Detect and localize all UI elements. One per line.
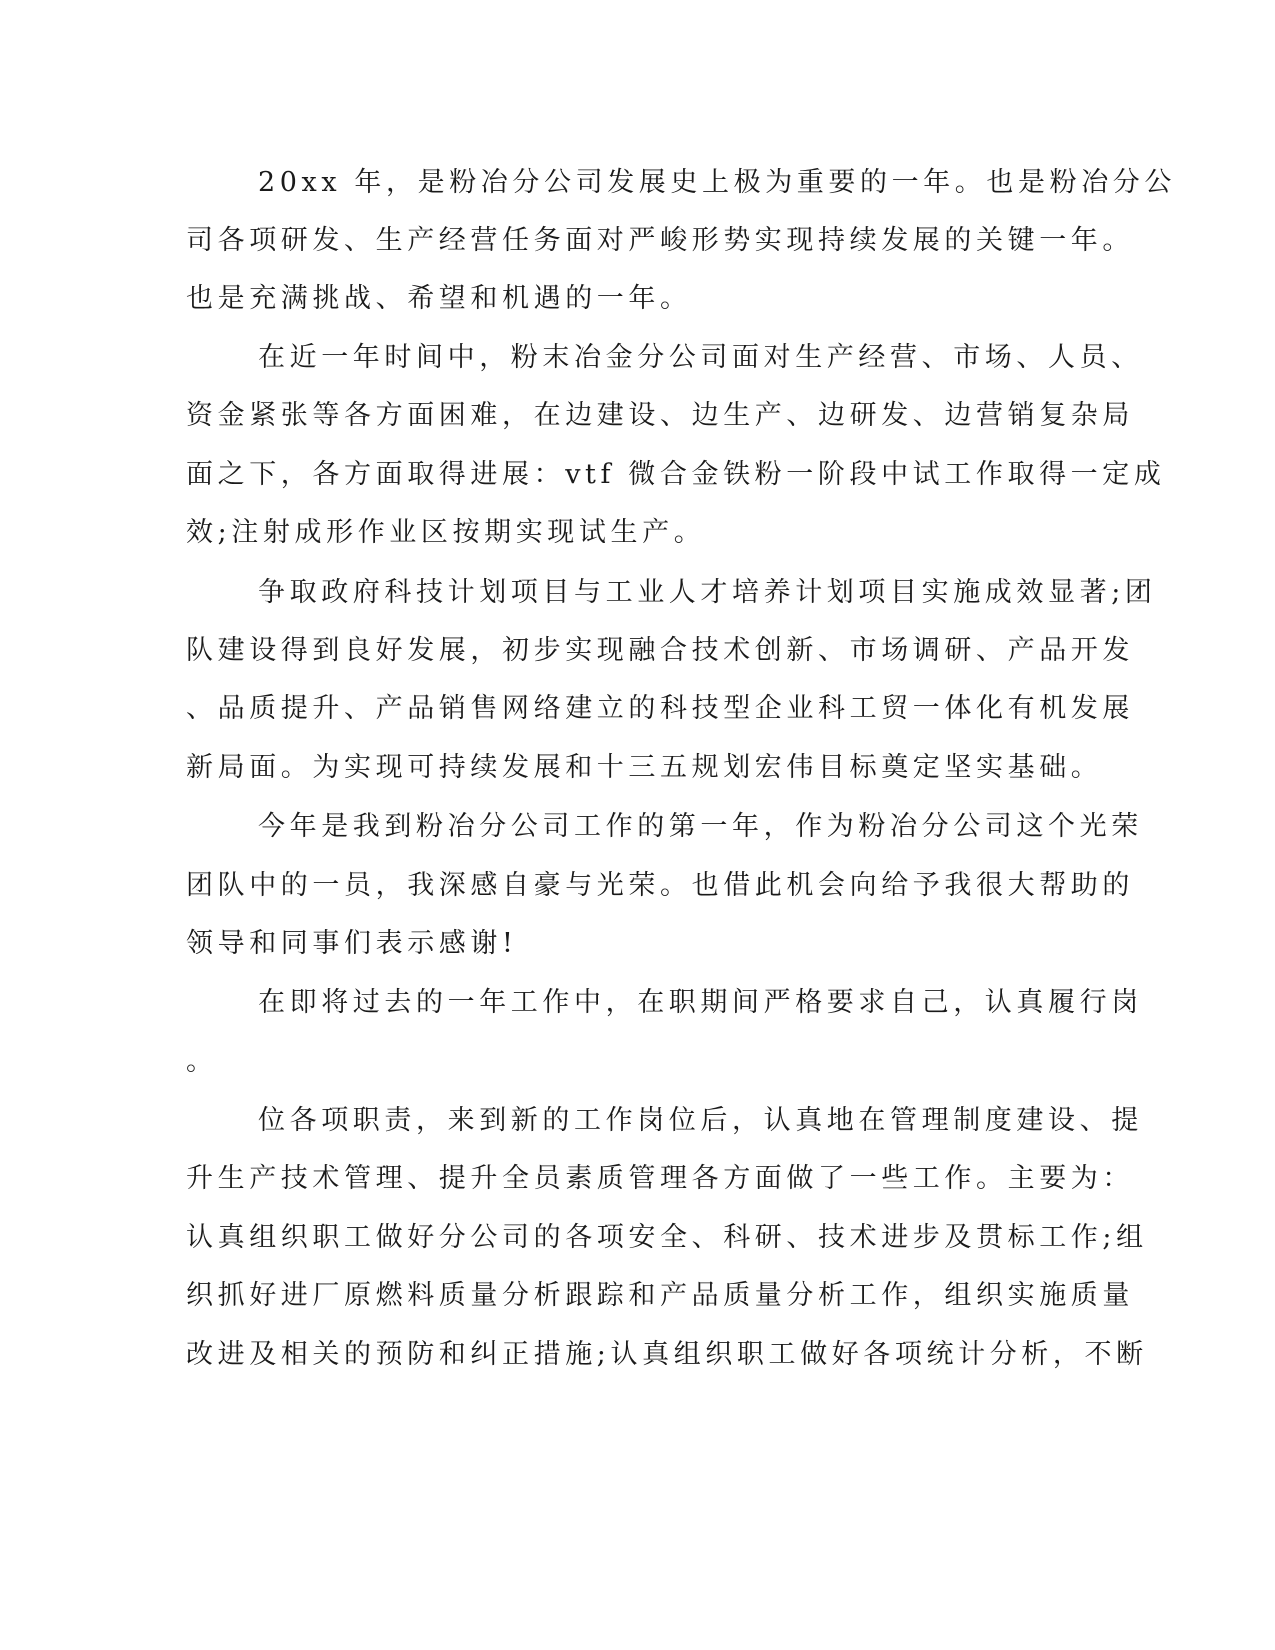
paragraph-3-line-2: 队建设得到良好发展，初步实现融合技术创新、市场调研、产品开发 bbox=[186, 635, 1134, 666]
paragraph-3-line-3: 、品质提升、产品销售网络建立的科技型企业科工贸一体化有机发展 bbox=[186, 693, 1134, 724]
paragraph-2-line-4: 效;注射成形作业区按期实现试生产。 bbox=[186, 517, 706, 548]
paragraph-1-line-2: 司各项研发、生产经营任务面对严峻形势实现持续发展的关键一年。 bbox=[186, 225, 1134, 256]
paragraph-5-line-1: 在即将过去的一年工作中，在职期间严格要求自己，认真履行岗 bbox=[258, 987, 1143, 1018]
paragraph-3-line-1: 争取政府科技计划项目与工业人才培养计划项目实施成效显著;团 bbox=[258, 577, 1157, 608]
paragraph-4-line-2: 团队中的一员，我深感自豪与光荣。也借此机会向给予我很大帮助的 bbox=[186, 870, 1134, 901]
paragraph-3-line-4: 新局面。为实现可持续发展和十三五规划宏伟目标奠定坚实基础。 bbox=[186, 752, 1103, 783]
paragraph-6-line-3: 认真组织职工做好分公司的各项安全、科研、技术进步及贯标工作;组 bbox=[186, 1222, 1148, 1253]
paragraph-1-line-1: 20xx 年，是粉冶分公司发展史上极为重要的一年。也是粉冶分公 bbox=[258, 167, 1176, 198]
paragraph-4-line-1: 今年是我到粉冶分公司工作的第一年，作为粉冶分公司这个光荣 bbox=[258, 811, 1143, 842]
paragraph-2-line-1: 在近一年时间中，粉末冶金分公司面对生产经营、市场、人员、 bbox=[258, 342, 1143, 373]
paragraph-6-line-5: 改进及相关的预防和纠正措施;认真组织职工做好各项统计分析，不断 bbox=[186, 1339, 1148, 1370]
paragraph-4-line-3: 领导和同事们表示感谢! bbox=[186, 928, 518, 959]
paragraph-2-line-3: 面之下，各方面取得进展：vtf 微合金铁粉一阶段中试工作取得一定成 bbox=[186, 459, 1166, 490]
paragraph-6-line-1: 位各项职责，来到新的工作岗位后，认真地在管理制度建设、提 bbox=[258, 1105, 1143, 1136]
paragraph-5-line-2: 。 bbox=[186, 1046, 218, 1077]
paragraph-2-line-2: 资金紧张等各方面困难，在边建设、边生产、边研发、边营销复杂局 bbox=[186, 400, 1134, 431]
paragraph-6-line-2: 升生产技术管理、提升全员素质管理各方面做了一些工作。主要为： bbox=[186, 1163, 1134, 1194]
paragraph-1-line-3: 也是充满挑战、希望和机遇的一年。 bbox=[186, 283, 692, 314]
paragraph-6-line-4: 织抓好进厂原燃料质量分析跟踪和产品质量分析工作，组织实施质量 bbox=[186, 1280, 1134, 1311]
